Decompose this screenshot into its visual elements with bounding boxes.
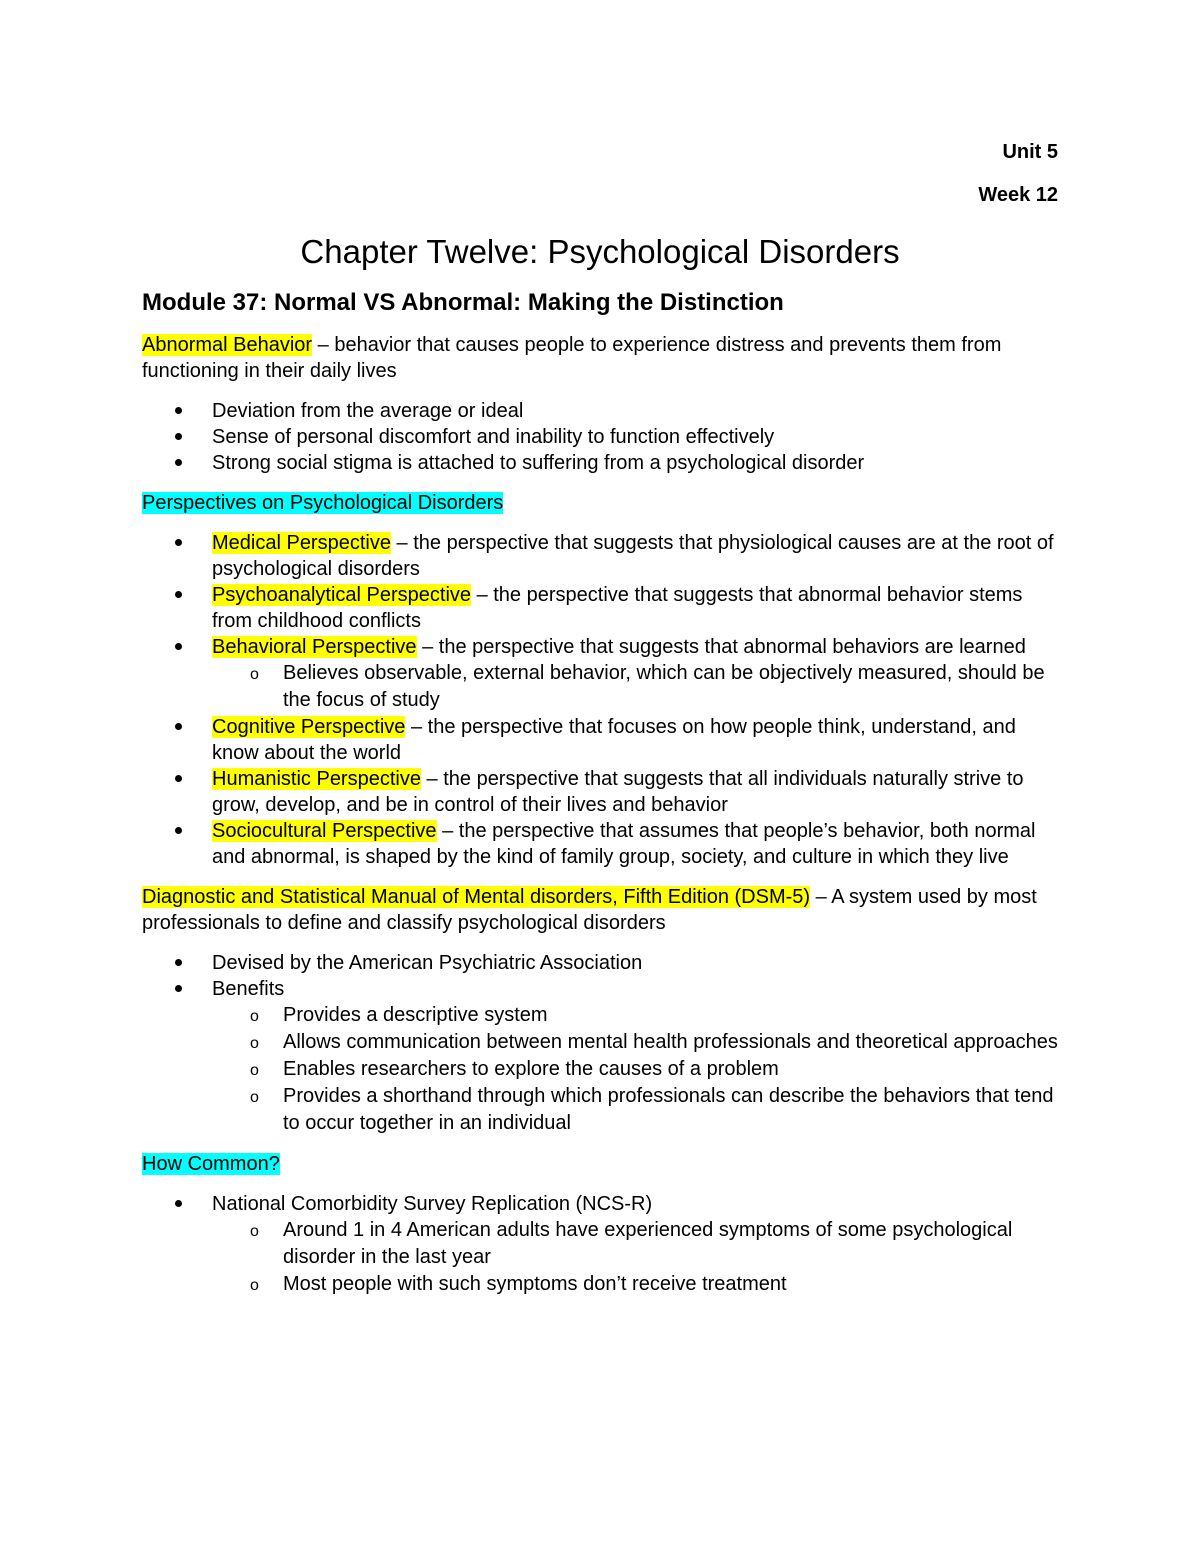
list-item: Deviation from the average or ideal: [142, 398, 1058, 424]
perspectives-heading: Perspectives on Psychological Disorders: [142, 492, 504, 514]
dsm-benefits-item: [142, 976, 1058, 1137]
week-label: Week 12: [978, 184, 1058, 206]
list-item: o Around 1 in 4 American adults have experienced symptoms of some psychological disorder in the last year: [212, 1217, 1058, 1271]
abnormal-behavior-term: Abnormal Behavior: [142, 334, 313, 356]
dsm-definition: – A system used by most professionals to define and classify psychological disorders: [142, 886, 1037, 934]
list-item: Devised by the American Psychiatric Association: [142, 950, 1058, 976]
perspectives-list: [142, 530, 1058, 870]
how-common-heading-paragraph: [142, 1151, 1058, 1177]
perspective-term: Medical Perspective: [212, 532, 391, 554]
abnormal-behavior-paragraph: [142, 332, 1058, 384]
perspective-term: Cognitive Perspective: [212, 716, 406, 738]
ncsr-sublist: [212, 1217, 1058, 1298]
perspective-definition: – the perspective that suggests that physiological causes are at the root of psychological disorders: [212, 532, 1054, 580]
perspective-term: Sociocultural Perspective: [212, 820, 437, 842]
list-item: o Allows communication between mental health professionals and theoretical approaches: [212, 1029, 1058, 1056]
perspective-item-psychoanalytical: [142, 582, 1058, 634]
chapter-title: Chapter Twelve: Psychological Disorders: [300, 233, 900, 270]
how-common-heading: How Common?: [142, 1153, 280, 1175]
perspective-item-medical: [142, 530, 1058, 582]
list-item: o Provides a shorthand through which professionals can describe the behaviors that tend to occur together in an individual: [212, 1083, 1058, 1137]
list-item: Strong social stigma is attached to suffering from a psychological disorder: [142, 450, 1058, 476]
perspectives-heading-paragraph: [142, 490, 1058, 516]
ncsr-item: [142, 1191, 1058, 1298]
ncsr-label: National Comorbidity Survey Replication (NCS-R): [212, 1193, 653, 1215]
list-item: o Provides a descriptive system: [212, 1002, 1058, 1029]
module-heading: Module 37: Normal VS Abnormal: Making the Distinction: [142, 289, 784, 316]
perspective-definition: – the perspective that assumes that people’s behavior, both normal and abnormal, is shaped by the kind of family group, society, and culture in which they live: [212, 820, 1036, 868]
how-common-list: [142, 1191, 1058, 1298]
list-item: o Most people with such symptoms don’t receive treatment: [212, 1271, 1058, 1298]
perspective-definition: – the perspective that suggests that abnormal behavior stems from childhood conflicts: [212, 584, 1023, 632]
dsm-paragraph: [142, 884, 1058, 936]
perspective-item-humanistic: [142, 766, 1058, 818]
perspective-item-behavioral: [142, 634, 1058, 714]
benefits-label: Benefits: [212, 978, 285, 1000]
perspective-item-sociocultural: [142, 818, 1058, 870]
list-item: o Believes observable, external behavior, which can be objectively measured, should be the focus of study: [212, 660, 1058, 714]
behavioral-sublist: [212, 660, 1058, 714]
benefits-sublist: [212, 1002, 1058, 1137]
dsm-list: [142, 950, 1058, 1137]
unit-label: Unit 5: [1002, 141, 1058, 163]
perspective-definition: – the perspective that suggests that all individuals naturally strive to grow, develop, and be in control of their lives and behavior: [212, 768, 1024, 816]
abnormal-behavior-definition: – behavior that causes people to experience distress and prevents them from functioning in their daily lives: [142, 334, 1002, 382]
perspective-term: Psychoanalytical Perspective: [212, 584, 472, 606]
perspective-term: Humanistic Perspective: [212, 768, 421, 790]
perspective-term: Behavioral Perspective: [212, 636, 417, 658]
abnormal-behavior-list: [142, 398, 1058, 476]
dsm-term: Diagnostic and Statistical Manual of Mental disorders, Fifth Edition (DSM-5): [142, 886, 811, 908]
perspective-item-cognitive: [142, 714, 1058, 766]
perspective-definition: – the perspective that suggests that abnormal behaviors are learned: [416, 636, 1026, 658]
list-item: Sense of personal discomfort and inability to function effectively: [142, 424, 1058, 450]
list-item: o Enables researchers to explore the causes of a problem: [212, 1056, 1058, 1083]
perspective-definition: – the perspective that focuses on how people think, understand, and know about the world: [212, 716, 1016, 764]
